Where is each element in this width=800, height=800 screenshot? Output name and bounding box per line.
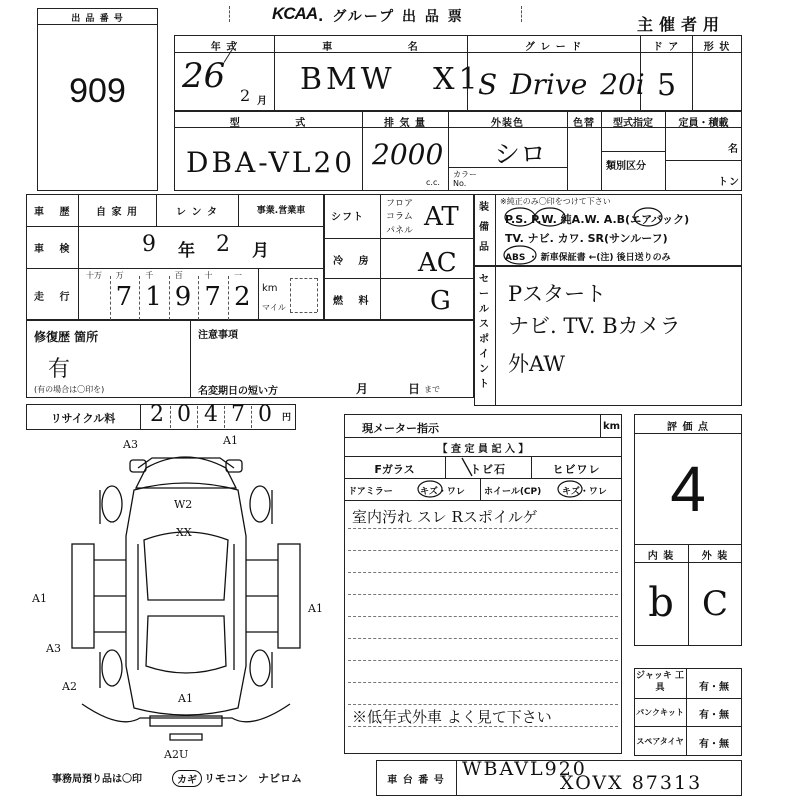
type-spec-label: 型式指定 [613, 118, 653, 129]
windshield-crack: ヒビワレ [552, 463, 601, 476]
equipment-circles [500, 200, 680, 266]
inspection-year-unit: 年 [178, 241, 196, 261]
meter-label: 現メーター指示 [362, 422, 439, 435]
ac-value: AC [418, 248, 457, 278]
wheel-label: ホイール(CP) [484, 487, 542, 497]
inspection-label: 車 検 [34, 244, 76, 255]
month-unit: 月 [257, 96, 268, 107]
model-value: DBA-VL20 [186, 146, 356, 179]
inspector-section-title: 【 査 定 員 記 入 】 [437, 444, 529, 455]
displacement-unit: c.c. [426, 178, 440, 187]
grade-label: グ レ ー ド [524, 42, 583, 53]
recycle-digit-0: 2 [150, 402, 164, 427]
sales-point-label: セ ー ル ス ポ イ ン ト [479, 274, 490, 390]
mileage-unit-0: 十万 [86, 271, 102, 280]
class-label: 類別区分 [606, 161, 646, 172]
day-label: 日 [408, 382, 422, 396]
mileage-digit-4: 7 [204, 282, 221, 312]
mileage-unit-1: 万 [115, 271, 124, 280]
interior-label: 内 装 [647, 551, 675, 562]
windshield-chip: トビ石 [470, 463, 506, 476]
color-label: 外装色 [491, 118, 524, 129]
car-damage-diagram [32, 434, 323, 765]
meter-unit: km [603, 421, 621, 432]
equipment-line1: P.S. P.W. 純A.W. A.B(エアバック) [505, 213, 690, 226]
shift-option-panel: パネル [386, 226, 414, 236]
rental-label: レ ン タ [176, 207, 218, 218]
sales-point-line1: Pスタート [508, 282, 607, 306]
repair-note: (有の場合は〇印を) [34, 385, 105, 394]
recycle-digit-1: 0 [177, 402, 191, 427]
mark-w2: W2 [174, 498, 193, 511]
mileage-unit-5: 一 [234, 271, 242, 280]
equipment-line3: ABS ・ 新車保証書 ←(注) 後日送りのみ [505, 253, 671, 263]
mark-a3-top: A3 [123, 438, 138, 451]
brand-text: KCAA [272, 4, 318, 23]
capacity-ton-unit: トン [718, 177, 740, 188]
mileage-mile-unit: マイル [262, 303, 286, 312]
displacement-value: 2000 [372, 138, 444, 171]
mileage-km-unit: km [262, 283, 278, 294]
recycle-digit-2: 4 [204, 402, 218, 427]
capacity-label: 定員・積載 [678, 118, 729, 129]
doors-value: 5 [657, 68, 677, 103]
mileage-digit-5: 2 [234, 282, 251, 312]
mark-a2-left: A2 [62, 680, 77, 693]
car-body [126, 483, 246, 715]
sales-point-line3: 外AW [508, 352, 565, 376]
mark-a1-left: A1 [32, 592, 47, 605]
mileage-digit-1: 7 [115, 282, 133, 312]
shift-option-column: コラム [386, 212, 413, 222]
recycle-label: リサイクル料 [50, 412, 116, 425]
inspection-month-unit: 月 [252, 241, 270, 261]
lot-number: 909 [69, 72, 126, 110]
puncture-option: 有・無 [699, 710, 729, 721]
mileage-label: 走 行 [34, 292, 76, 303]
history-label: 車 歴 [34, 207, 76, 218]
mark-a1-top: A1 [223, 434, 238, 447]
grade-value: S Drive 20i [478, 68, 645, 101]
mileage-unit-4: 十 [204, 271, 213, 280]
mileage-unit-2: 千 [145, 271, 154, 280]
recycle-digit-4: 0 [258, 402, 272, 427]
color-change-label: 色替 [573, 118, 595, 129]
mileage-unit-3: 百 [174, 271, 183, 280]
mark-a1-mid: A1 [178, 692, 193, 705]
jack-label: ジャッキ 工 具 [636, 671, 684, 693]
equipment-note: ※純正のみ〇印をつけて下さい [500, 197, 611, 206]
mark-a1-right: A1 [308, 602, 323, 615]
model-label: 型 式 [229, 118, 307, 129]
exterior-label: 外 装 [701, 551, 729, 562]
private-use-label: 自 家 用 [96, 207, 138, 218]
rating-label: 評 価 点 [667, 422, 709, 433]
ac-label: 冷 房 [333, 256, 375, 267]
shift-value: AT [424, 202, 459, 232]
make-label: 車 名 [322, 42, 419, 53]
mirror-status: キズ・ワレ [420, 487, 465, 497]
repair-label: 修復歴 箇所 [34, 330, 99, 344]
inspection-year: 9 [142, 232, 156, 257]
ps-circle [505, 208, 535, 226]
recycle-unit: 円 [282, 413, 292, 423]
footer-key: カギ [172, 770, 202, 787]
inspector-marks [344, 456, 622, 500]
mileage-digit-3: 9 [174, 282, 192, 312]
fuel-label: 燃 料 [333, 296, 375, 307]
copy-label: 主催者用 [637, 15, 726, 34]
year-label: 年 式 [210, 42, 238, 53]
rating-value: 4 [670, 453, 706, 525]
pw-circle [535, 208, 565, 226]
repair-value: 有 [48, 357, 71, 382]
exterior-value: C [701, 584, 728, 624]
business-use-label: 事業.営業車 [256, 206, 306, 216]
fuel-value: G [430, 286, 451, 316]
until-label: まで [424, 385, 440, 394]
displacement-label: 排 気 量 [384, 118, 426, 129]
jack-option: 有・無 [699, 682, 729, 693]
inspection-month: 2 [216, 232, 230, 257]
mark-a2u-bottom: A2U [164, 748, 189, 761]
puncture-label: パンクキット [636, 708, 684, 717]
spare-label: スペアタイヤ [636, 737, 684, 746]
short-term-label: 名変期日の短い方 [198, 386, 278, 397]
footer-left: 事務局預り品は〇印 [52, 774, 142, 785]
doors-label: ド ア [652, 42, 680, 53]
brand-logo [272, 4, 317, 24]
capacity-person-unit: 名 [728, 144, 739, 155]
caution-label: 注意事項 [198, 330, 238, 341]
abs-circle [504, 246, 536, 264]
windshield-label: Fガラス [374, 463, 415, 476]
mirror-label: ドアミラー [348, 487, 393, 497]
shape-label: 形 状 [703, 42, 731, 53]
year-value: 26 [182, 56, 226, 96]
recycle-digit-3: 7 [231, 402, 245, 427]
shift-option-floor: フロア [386, 199, 414, 209]
make-value: BMW X1 [300, 62, 482, 97]
inspector-bottom-note: ※低年式外車 よく見て下さい [352, 708, 552, 726]
vin-line1: WBAVL920 [462, 758, 587, 780]
color-value: シロ [494, 140, 547, 170]
interior-value: b [648, 580, 674, 626]
mark-a3-left: A3 [46, 642, 61, 655]
month-label: 月 [356, 382, 370, 396]
sales-point-line2: ナビ. TV. Bカメラ [508, 314, 681, 338]
vin-label: 車 台 番 号 [387, 775, 445, 786]
footer-navi: ナビロム [258, 772, 302, 785]
mark-xx: XX [176, 526, 192, 539]
color-no-label: カラー No. [453, 170, 477, 188]
equipment-line2: TV. ナビ. カワ. SR(サンルーフ) [505, 232, 668, 245]
spare-option: 有・無 [699, 739, 729, 750]
mileage-digit-2: 1 [145, 282, 162, 312]
lot-number-label: 出 品 番 号 [71, 14, 124, 24]
vin-line2: XOVX 87313 [560, 772, 703, 794]
inspector-note: 室内汚れ スレ Rスポイルゲ [352, 508, 538, 526]
footer-remote: リモコン [204, 772, 248, 785]
ab-circle [634, 208, 662, 226]
equipment-label: 装 備 品 [479, 202, 490, 253]
wheel-status: キズ・ワレ [562, 487, 607, 497]
sheet-title: . グループ 出 品 票 [318, 9, 464, 25]
month-value: 2 [240, 86, 251, 105]
shift-label: シフト [331, 212, 364, 223]
